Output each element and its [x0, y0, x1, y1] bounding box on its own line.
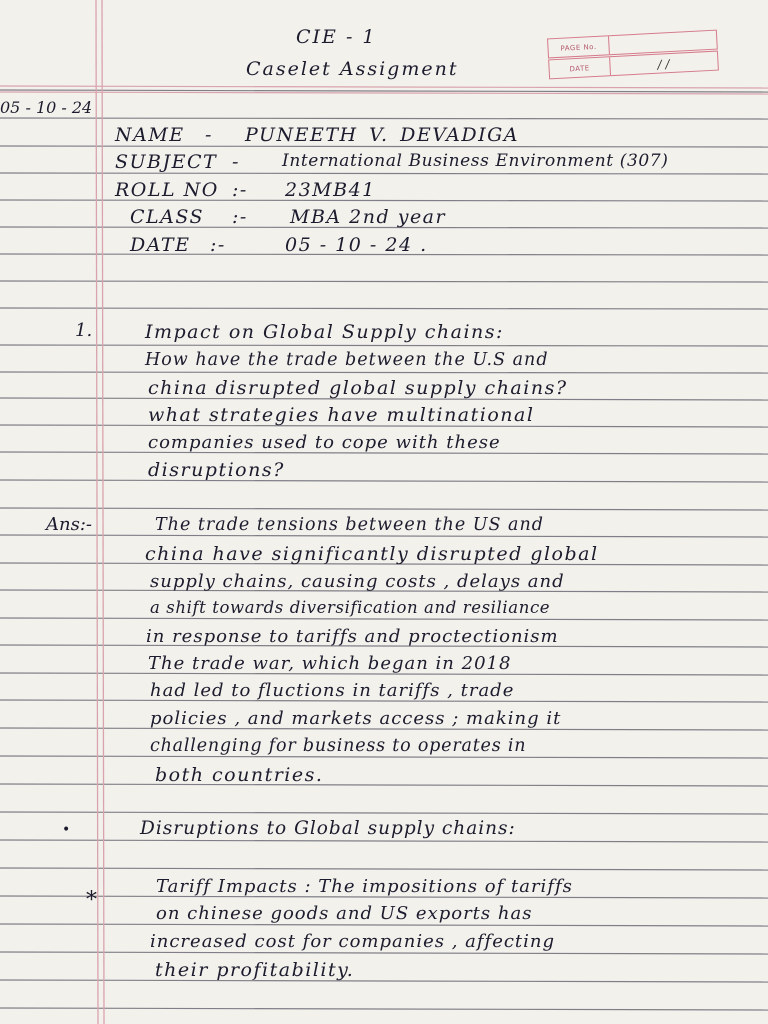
section-heading: Disruptions to Global supply chains: — [140, 818, 516, 839]
answer-line: a shift towards diversification and resiliance — [150, 598, 551, 617]
detail-label: NAME — [115, 124, 185, 146]
answer-line: both countries. — [155, 764, 324, 786]
point-line: increased cost for companies , affecting — [150, 931, 556, 952]
answer-line: had led to fluctions in tariffs , trade — [150, 680, 515, 701]
page-no-label: PAGE No. — [548, 36, 610, 57]
question-number: 1. — [75, 320, 93, 341]
question-line: How have the trade between the U.S and — [145, 350, 549, 370]
answer-line: policies , and markets access ; making it — [150, 708, 562, 729]
question-line: what strategies have multinational — [148, 404, 535, 426]
answer-line: china have significantly disrupted global — [145, 543, 599, 565]
page-number-box — [547, 30, 719, 81]
detail-separator: :- — [210, 234, 226, 256]
detail-value: MBA 2nd year — [290, 206, 447, 228]
date-box-value: / / — [657, 57, 670, 72]
answer-line: supply chains, causing costs , delays and — [150, 571, 565, 592]
question-line: companies used to cope with these — [148, 432, 501, 453]
detail-value: 23MB41 — [285, 179, 376, 201]
detail-label: DATE — [130, 234, 191, 256]
detail-value: PUNEETH V. DEVADIGA — [245, 124, 519, 146]
detail-label: CLASS — [130, 206, 205, 228]
assignment-title: CIE - 1 — [296, 26, 377, 48]
answer-label: Ans:- — [46, 514, 92, 535]
detail-separator: :- — [232, 179, 248, 201]
point-bullet: * — [86, 888, 97, 913]
detail-value: 05 - 10 - 24 . — [285, 234, 428, 256]
point-line: on chinese goods and US exports has — [156, 903, 533, 924]
margin-date: 05 - 10 - 24 — [0, 98, 93, 117]
detail-value: International Business Environment (307) — [282, 151, 669, 171]
answer-line: challenging for business to operates in — [150, 736, 527, 756]
point-line: their profitability. — [155, 959, 355, 981]
question-line: disruptions? — [148, 459, 285, 481]
section-bullet: • — [62, 822, 71, 838]
detail-separator: :- — [232, 206, 248, 228]
detail-label: SUBJECT — [115, 151, 218, 173]
question-line: Impact on Global Supply chains: — [145, 321, 504, 343]
detail-label: ROLL NO — [115, 179, 219, 201]
assignment-subtitle: Caselet Assigment — [246, 58, 459, 80]
point-line: Tariff Impacts : The impositions of tariffs — [156, 876, 573, 897]
date-box-label: DATE — [549, 57, 611, 78]
detail-separator: - — [205, 124, 213, 146]
answer-line: The trade tensions between the US and — [155, 515, 544, 535]
detail-separator: - — [232, 151, 240, 173]
answer-line: in response to tariffs and proctectionism — [146, 626, 559, 647]
question-line: china disrupted global supply chains? — [148, 377, 568, 399]
answer-line: The trade war, which began in 2018 — [148, 653, 512, 674]
